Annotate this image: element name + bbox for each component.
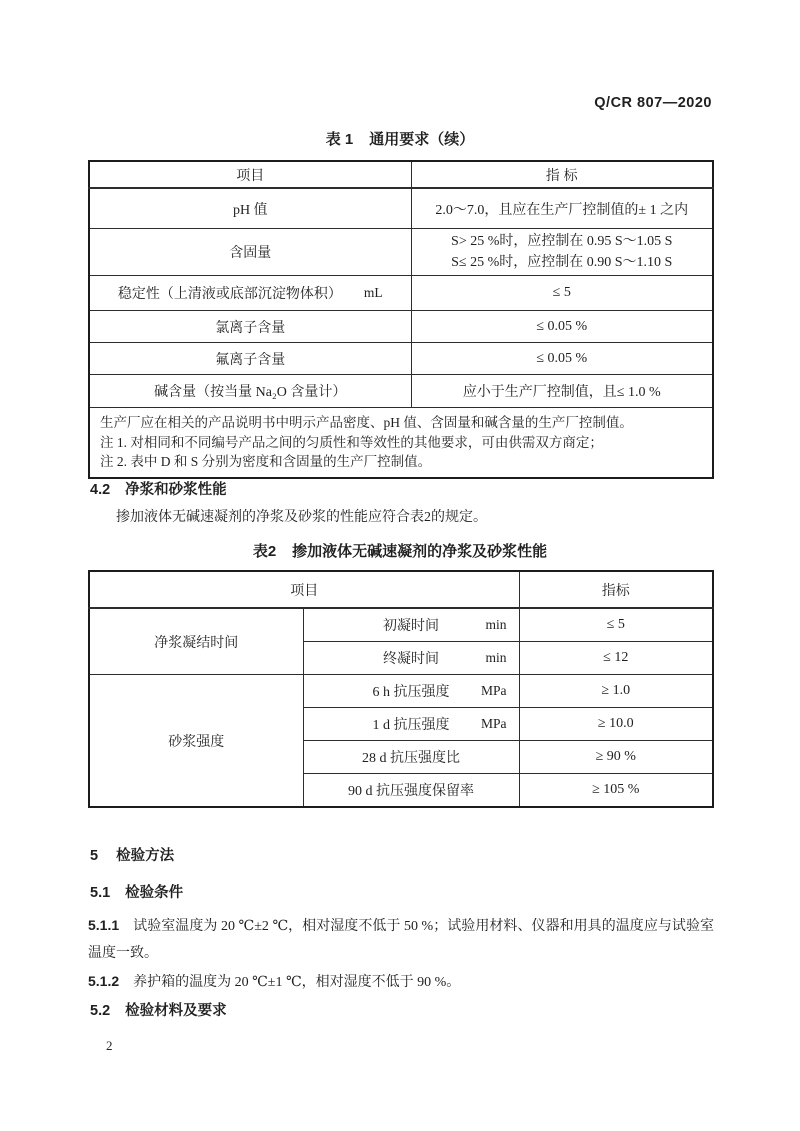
- table-row-solid-content: [89, 229, 713, 276]
- doc-number: Q/CR 807—2020: [594, 95, 712, 111]
- row-final-setting-item: [303, 642, 519, 675]
- table2-header-row: [89, 571, 713, 608]
- section-5-2-heading: [90, 999, 227, 1020]
- group-paste-setting-time: 净浆凝结时间: [89, 608, 303, 675]
- paragraph-5-1-2-text: 养护箱的温度为 20 ℃±1 ℃，相对湿度不低于 90 %。: [133, 975, 461, 990]
- paragraph-5-1-2: [88, 970, 714, 994]
- row-6h-strength-label: 6 h 抗压强度: [372, 685, 450, 700]
- row-stability-item: [89, 276, 411, 311]
- row-final-setting-label: 终凝时间: [383, 652, 439, 667]
- table2-col-header-item: 项目: [89, 571, 519, 608]
- table2-col-header-spec: 指标: [519, 571, 713, 608]
- row-stability-spec: ≤ 5: [411, 276, 713, 311]
- section-4-2-title: 净浆和砂浆性能: [125, 482, 227, 498]
- row-initial-setting-item: [303, 608, 519, 642]
- table2-caption-label: 表2: [252, 543, 277, 560]
- table1-caption: [0, 128, 800, 149]
- table2-paste-mortar-performance: [88, 570, 714, 808]
- row-solid-spec-line2: S≤ 25 %时，应控制在 0.90 S～1.10 S: [451, 255, 673, 270]
- row-fluoride-item: 氟离子含量: [89, 343, 411, 375]
- section-5-1-heading: [90, 881, 183, 902]
- row-1d-strength-label: 1 d 抗压强度: [372, 718, 450, 733]
- row-chloride-spec: ≤ 0.05 %: [411, 311, 713, 343]
- section-5-1-number: 5.1: [90, 885, 111, 901]
- section-5-2-number: 5.2: [90, 1003, 111, 1019]
- row-6h-strength-item: [303, 675, 519, 708]
- table1-header-row: [89, 161, 713, 188]
- row-6h-strength-spec: ≥ 1.0: [519, 675, 713, 708]
- row-alkali-spec: 应小于生产厂控制值，且≤ 1.0 %: [411, 375, 713, 408]
- row-alkali-item: 碱含量（按当量 Na₂O 含量计）: [89, 375, 411, 408]
- table2-caption: [0, 540, 800, 561]
- section-5-title: 检验方法: [116, 848, 175, 864]
- row-fluoride-spec: ≤ 0.05 %: [411, 343, 713, 375]
- row-28d-ratio-spec: ≥ 90 %: [519, 741, 713, 774]
- row-ph-spec: 2.0～7.0，且应在生产厂控制值的± 1 之内: [411, 188, 713, 229]
- table-row-fluoride: [89, 343, 713, 375]
- row-initial-setting-label: 初凝时间: [383, 619, 439, 634]
- row-90d-retention-spec: ≥ 105 %: [519, 774, 713, 808]
- table-row-6h-strength: [89, 675, 713, 708]
- table-row-alkali: [89, 375, 713, 408]
- table-row-ph: [89, 188, 713, 229]
- table1-notes-cell: [89, 408, 713, 479]
- table2-caption-title: 掺加液体无碱速凝剂的净浆及砂浆性能: [292, 543, 548, 560]
- row-ph-item: pH 值: [89, 188, 411, 229]
- section-4-2-number: 4.2: [90, 482, 111, 498]
- table-row-stability: [89, 276, 713, 311]
- section-5-number: 5: [90, 848, 99, 864]
- table1-note-1: 注 1. 对相同和不同编号产品之间的匀质性和等效性的其他要求，可由供需双方商定；: [100, 434, 603, 450]
- row-final-setting-unit: min: [485, 650, 507, 665]
- table1-notes-row: [89, 408, 713, 479]
- row-solid-item: 含固量: [89, 229, 411, 276]
- row-initial-setting-unit: min: [485, 617, 507, 632]
- paragraph-5-1-2-number: 5.1.2: [88, 973, 120, 989]
- table1-caption-label: 表 1: [325, 131, 354, 148]
- group-mortar-strength: 砂浆强度: [89, 675, 303, 808]
- section-5-2-title: 检验材料及要求: [125, 1003, 227, 1019]
- row-1d-strength-spec: ≥ 10.0: [519, 708, 713, 741]
- row-initial-setting-spec: ≤ 5: [519, 608, 713, 642]
- section-5-heading: [90, 844, 174, 865]
- row-solid-spec-line1: S> 25 %时，应控制在 0.95 S～1.05 S: [451, 234, 673, 249]
- row-90d-retention-label: 90 d 抗压强度保留率: [348, 784, 474, 799]
- row-6h-strength-unit: MPa: [480, 683, 507, 698]
- section-4-2-heading: [90, 478, 227, 499]
- table-row-initial-setting: [89, 608, 713, 642]
- row-1d-strength-unit: MPa: [480, 716, 507, 731]
- row-stability-unit: mL: [363, 285, 383, 300]
- table1-caption-title: 通用要求（续）: [369, 131, 475, 148]
- table1-general-requirements: [88, 160, 714, 479]
- table1-col-header-item: 项目: [89, 161, 411, 188]
- row-28d-ratio-item: [303, 741, 519, 774]
- section-5-1-title: 检验条件: [125, 885, 184, 901]
- table-row-chloride: [89, 311, 713, 343]
- row-1d-strength-item: [303, 708, 519, 741]
- paragraph-5-1-1-text: 试验室温度为 20 ℃±2 ℃，相对湿度不低于 50 %；试验用材料、仪器和用具的温度应与试验室温度一致。: [88, 919, 714, 961]
- row-28d-ratio-label: 28 d 抗压强度比: [362, 751, 460, 766]
- paragraph-5-1-1: [88, 912, 714, 967]
- row-90d-retention-item: [303, 774, 519, 808]
- row-final-setting-spec: ≤ 12: [519, 642, 713, 675]
- row-chloride-item: 氯离子含量: [89, 311, 411, 343]
- row-solid-spec: [411, 229, 713, 276]
- page-number: 2: [106, 1038, 113, 1053]
- row-stability-label: 稳定性（上清液或底部沉淀物体积）: [117, 287, 342, 302]
- table1-note-2: 注 2. 表中 D 和 S 分别为密度和含固量的生产厂控制值。: [100, 454, 432, 470]
- section-4-2-paragraph: 掺加液体无碱速凝剂的净浆及砂浆的性能应符合表2的规定。: [116, 510, 487, 525]
- table1-note-control-values: 生产厂应在相关的产品说明书中明示产品密度、pH 值、含固量和碱含量的生产厂控制值。: [100, 415, 633, 431]
- paragraph-5-1-1-number: 5.1.1: [88, 917, 120, 933]
- table1-col-header-spec: 指 标: [411, 161, 713, 188]
